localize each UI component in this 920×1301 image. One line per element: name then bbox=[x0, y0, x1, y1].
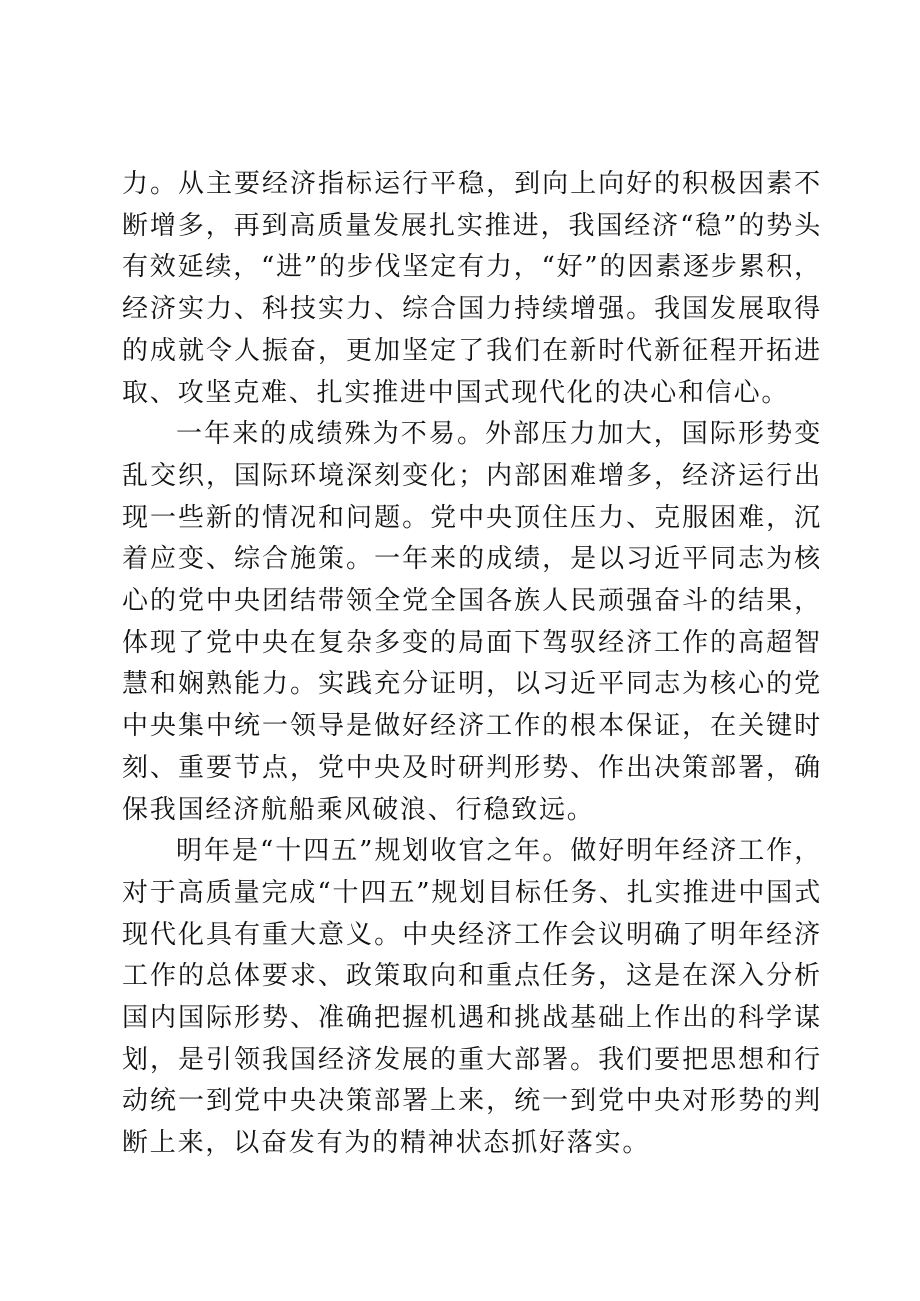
paragraph-achievements: 一年来的成绩殊为不易。外部压力加大，国际形势变乱交织，国际环境深刻变化；内部困难增多，经济运行出现一些新的情况和问题。党中央顶住压力、克服困难，沉着应变、综合施策。一年来的成绩，是以习近平同志为核心的党中央团结带领全党全国各族人民顽强奋斗的结果，体现了党中央在复杂多变的局面下驾驭经济工作的高超智慧和娴熟能力。实践充分证明，以习近平同志为核心的党中央集中统一领导是做好经济工作的根本保证，在关键时刻、重要节点，党中央及时研判形势、作出决策部署，确保我国经济航船乘风破浪、行稳致远。 bbox=[122, 419, 822, 825]
paragraph-continued: 力。从主要经济指标运行平稳，到向上向好的积极因素不断增多，再到高质量发展扎实推进，我国经济“稳”的势头有效延续，“进”的步伐坚定有力，“好”的因素逐步累积，经济实力、科技实力、综合国力持续增强。我国发展取得的成就令人振奋，更加坚定了我们在新时代新征程开拓进取、攻坚克难、扎实推进中国式现代化的决心和信心。 bbox=[122, 169, 822, 408]
paragraph-next-year: 明年是“十四五”规划收官之年。做好明年经济工作，对于高质量完成“十四五”规划目标任务、扎实推进中国式现代化具有重大意义。中央经济工作会议明确了明年经济工作的总体要求、政策取向和重点任务，这是在深入分析国内国际形势、准确把握机遇和挑战基础上作出的科学谋划，是引领我国经济发展的重大部署。我们要把思想和行动统一到党中央决策部署上来，统一到党中央对形势的判断上来，以奋发有为的精神状态抓好落实。 bbox=[122, 836, 822, 1159]
document-body bbox=[122, 164, 822, 1165]
